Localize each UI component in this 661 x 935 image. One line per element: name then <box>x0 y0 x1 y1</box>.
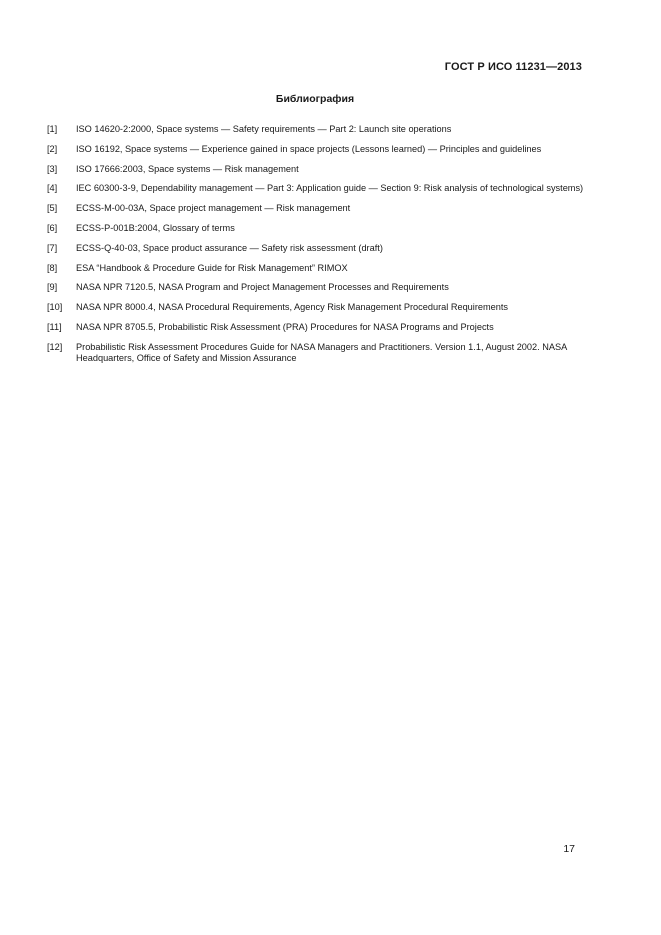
reference-text: NASA NPR 8000.4, NASA Procedural Requirements, Agency Risk Management Procedural Requirements <box>76 302 509 313</box>
reference-text: ISO 14620-2:2000, Space systems — Safety requirements — Part 2: Launch site operations <box>76 124 452 134</box>
document-header: ГОСТ Р ИСО 11231—2013 <box>444 61 582 73</box>
reference-text: NASA NPR 7120.5, NASA Program and Project Management Processes and Requirements <box>76 282 449 293</box>
bibliography-item <box>47 203 587 215</box>
reference-text: ECSS-M-00-03A, Space project management — Risk management <box>76 203 351 214</box>
bibliography-item <box>47 322 587 334</box>
reference-number: [11] <box>47 321 62 332</box>
bibliography-item <box>47 183 587 195</box>
reference-text: ESA “Handbook & Procedure Guide for Risk Management” RIMOX <box>76 262 348 273</box>
bibliography-item <box>47 124 587 136</box>
reference-number: [5] <box>47 203 58 214</box>
reference-number: [6] <box>47 222 58 233</box>
reference-number: [9] <box>47 282 58 293</box>
bibliography-item <box>47 342 587 365</box>
reference-number: [7] <box>47 242 58 253</box>
reference-number: [8] <box>47 262 58 273</box>
reference-text: ISO 16192, Space systems — Experience gained in space projects (Lessons learned) — Principles and guidelines <box>76 143 542 154</box>
bibliography-item <box>47 144 587 156</box>
bibliography-item <box>47 243 587 255</box>
bibliography-item <box>47 282 587 294</box>
page-number: 17 <box>563 843 575 855</box>
reference-number: [3] <box>47 163 58 174</box>
bibliography-item <box>47 263 587 275</box>
reference-text: IEC 60300-3-9, Dependability management — Part 3: Application guide — Section 9: Risk analysis of technological systems) <box>76 183 584 194</box>
reference-text: ECSS-P-001B:2004, Glossary of terms <box>76 222 235 233</box>
bibliography-item <box>47 223 587 235</box>
reference-number: [2] <box>47 143 58 154</box>
reference-text: ISO 17666:2003, Space systems — Risk management <box>76 163 299 174</box>
reference-number: [12] <box>47 341 63 352</box>
reference-number: [4] <box>47 183 58 194</box>
bibliography-item <box>47 302 587 314</box>
bibliography-list <box>47 124 587 373</box>
reference-text: ECSS-Q-40-03, Space product assurance — Safety risk assessment (draft) <box>76 242 383 253</box>
bibliography-title: Библиография <box>275 93 355 105</box>
reference-text: Probabilistic Risk Assessment Procedures Guide for NASA Managers and Practitioners. Version 1.1, August 2002. NASA Headquarters, Office of Safety and Mission Assurance <box>76 341 567 364</box>
reference-text: NASA NPR 8705.5, Probabilistic Risk Assessment (PRA) Procedures for NASA Programs and Projects <box>76 321 494 332</box>
reference-number: [1] <box>47 124 58 134</box>
bibliography-item <box>47 164 587 176</box>
reference-number: [10] <box>47 302 63 313</box>
